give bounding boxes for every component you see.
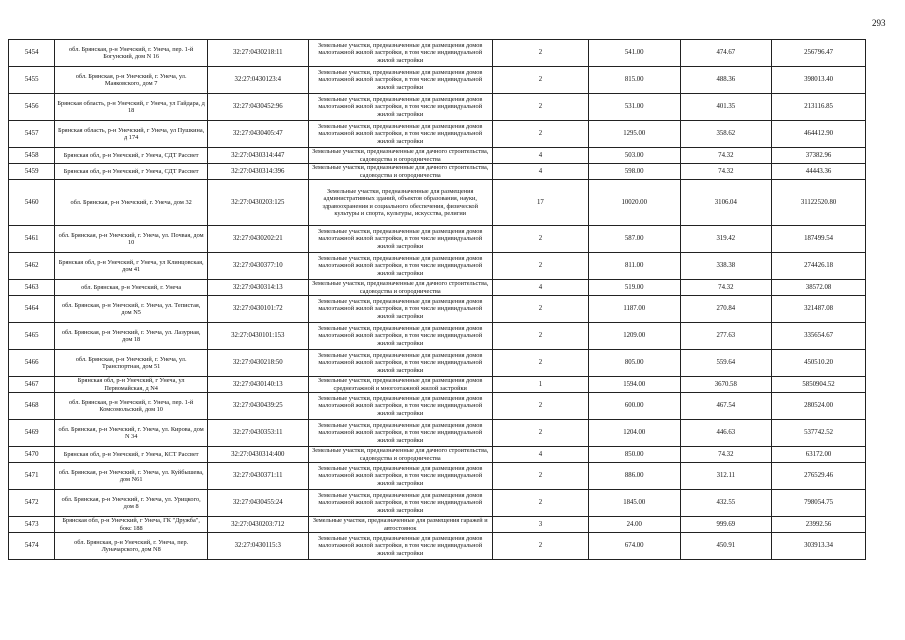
area-cell: 531.00 [588, 94, 680, 121]
cadastral-value-cell: 187499.54 [772, 226, 866, 253]
land-use-cell: Земельные участки, предназначенные для размещения домов малоэтажной жилой застройки, в том числе индивидуальной жилой застройки [308, 323, 492, 350]
unit-value-cell: 446.63 [680, 420, 772, 447]
row-number: 5457 [9, 121, 55, 148]
row-number: 5467 [9, 377, 55, 393]
unit-value-cell: 450.91 [680, 533, 772, 560]
row-number: 5472 [9, 490, 55, 517]
cadastral-value-cell: 335654.67 [772, 323, 866, 350]
land-use-cell: Земельные участки, предназначенные для дачного строительства, садоводства и огородничества [308, 148, 492, 164]
table-row [9, 447, 866, 463]
cadastral-number-cell: 32:27:0430140:13 [207, 377, 308, 393]
cadastral-value-cell: 38572.08 [772, 280, 866, 296]
row-number: 5455 [9, 67, 55, 94]
area-cell: 24.00 [588, 517, 680, 533]
table-row [9, 463, 866, 490]
address-cell: обл. Брянская, р-н Унечский, г. Унеча, пер. Луначарского, дом N8 [55, 533, 208, 560]
cadastral-number-cell: 32:27:0430353:11 [207, 420, 308, 447]
address-cell: Брянская обл, р-н Унечский, г Унеча, ул Клинцовская, дом 41 [55, 253, 208, 280]
cadastral-value-cell: 44443.36 [772, 164, 866, 180]
land-use-cell: Земельные участки, предназначенные для размещения домов малоэтажной жилой застройки, в том числе индивидуальной жилой застройки [308, 296, 492, 323]
area-cell: 1594.00 [588, 377, 680, 393]
unit-value-cell: 467.54 [680, 393, 772, 420]
cadastral-value-cell: 450510.20 [772, 350, 866, 377]
use-class-cell: 2 [492, 323, 588, 350]
land-use-cell: Земельные участки, предназначенные для размещения домов малоэтажной жилой застройки, в том числе индивидуальной жилой застройки [308, 40, 492, 67]
unit-value-cell: 3106.04 [680, 180, 772, 226]
cadastral-number-cell: 32:27:0430314:396 [207, 164, 308, 180]
area-cell: 1209.00 [588, 323, 680, 350]
table-row [9, 533, 866, 560]
address-cell: обл. Брянская, р-н Унечский, г. Унеча, ул. Кирова, дом N 34 [55, 420, 208, 447]
cadastral-value-cell: 23992.56 [772, 517, 866, 533]
land-use-cell: Земельные участки, предназначенные для размещения домов малоэтажной жилой застройки, в том числе индивидуальной жилой застройки [308, 533, 492, 560]
row-number: 5458 [9, 148, 55, 164]
use-class-cell: 4 [492, 447, 588, 463]
table-row [9, 40, 866, 67]
cadastral-number-cell: 32:27:0430203:125 [207, 180, 308, 226]
unit-value-cell: 277.63 [680, 323, 772, 350]
cadastral-value-cell: 537742.52 [772, 420, 866, 447]
table-row [9, 517, 866, 533]
cadastral-value-cell: 37382.96 [772, 148, 866, 164]
address-cell: обл. Брянская, р-н Унечский, г. Унеча, ул. Лазурная, дом 18 [55, 323, 208, 350]
unit-value-cell: 312.11 [680, 463, 772, 490]
land-use-cell: Земельные участки, предназначенные для размещения домов малоэтажной жилой застройки, в том числе индивидуальной жилой застройки [308, 94, 492, 121]
table-row [9, 180, 866, 226]
land-use-cell: Земельные участки, предназначенные для дачного строительства, садоводства и огородничества [308, 164, 492, 180]
land-use-cell: Земельные участки, предназначенные для размещения домов среднеэтажной и многоэтажной жилой застройки [308, 377, 492, 393]
address-cell: Брянская область, р-н Унечский, г Унеча, ул Пушкина, д 174 [55, 121, 208, 148]
address-cell: обл. Брянская, р-н Унечский, г. Унеча [55, 280, 208, 296]
land-use-cell: Земельные участки, предназначенные для размещения административных зданий, объектов образования, науки, здравоохранения и социального обеспечения, физической культуры и спорта, культуры, искусства, религии [308, 180, 492, 226]
address-cell: обл. Брянская, р-н Унечский, г. Унеча, ул. Урицкого, дом 8 [55, 490, 208, 517]
use-class-cell: 2 [492, 533, 588, 560]
table-row [9, 67, 866, 94]
table-row [9, 148, 866, 164]
table-row [9, 377, 866, 393]
area-cell: 886.00 [588, 463, 680, 490]
cadastral-number-cell: 32:27:0430203:712 [207, 517, 308, 533]
cadastral-value-cell: 276529.46 [772, 463, 866, 490]
cadastral-number-cell: 32:27:0430218:50 [207, 350, 308, 377]
cadastral-value-cell: 303913.34 [772, 533, 866, 560]
cadastral-value-cell: 798054.75 [772, 490, 866, 517]
use-class-cell: 2 [492, 393, 588, 420]
row-number: 5459 [9, 164, 55, 180]
row-number: 5462 [9, 253, 55, 280]
address-cell: обл. Брянская, р-н Унечский, г. Унеча, ул. Куйбышева, дом N61 [55, 463, 208, 490]
table-row [9, 121, 866, 148]
land-use-cell: Земельные участки, предназначенные для размещения домов малоэтажной жилой застройки, в том числе индивидуальной жилой застройки [308, 463, 492, 490]
area-cell: 10020.00 [588, 180, 680, 226]
unit-value-cell: 338.38 [680, 253, 772, 280]
unit-value-cell: 999.69 [680, 517, 772, 533]
address-cell: обл. Брянская, р-н Унечский, г. Унеча, ул. Почвая, дом 10 [55, 226, 208, 253]
row-number: 5463 [9, 280, 55, 296]
cadastral-number-cell: 32:27:0430314:447 [207, 148, 308, 164]
land-use-cell: Земельные участки, предназначенные для дачного строительства, садоводства и огородничества [308, 447, 492, 463]
cadastral-value-cell: 256796.47 [772, 40, 866, 67]
cadastral-number-cell: 32:27:0430455:24 [207, 490, 308, 517]
unit-value-cell: 74.32 [680, 447, 772, 463]
row-number: 5473 [9, 517, 55, 533]
row-number: 5454 [9, 40, 55, 67]
address-cell: Брянская обл, р-н Унечский, г Унеча, СДТ Рассвет [55, 148, 208, 164]
area-cell: 1845.00 [588, 490, 680, 517]
row-number: 5471 [9, 463, 55, 490]
table-body [9, 40, 866, 560]
address-cell: обл. Брянская, р-н Унечский, г. Унеча, ул. Тепистая, дом N5 [55, 296, 208, 323]
unit-value-cell: 74.32 [680, 280, 772, 296]
cadastral-number-cell: 32:27:0430371:11 [207, 463, 308, 490]
cadastral-value-cell: 398013.40 [772, 67, 866, 94]
address-cell: Брянская обл, р-н Унечский, г Унеча, ГК "Дружба", бокс 188 [55, 517, 208, 533]
land-use-cell: Земельные участки, предназначенные для размещения домов малоэтажной жилой застройки, в том числе индивидуальной жилой застройки [308, 393, 492, 420]
area-cell: 805.00 [588, 350, 680, 377]
area-cell: 598.00 [588, 164, 680, 180]
unit-value-cell: 74.32 [680, 148, 772, 164]
row-number: 5456 [9, 94, 55, 121]
area-cell: 811.00 [588, 253, 680, 280]
land-use-cell: Земельные участки, предназначенные для размещения домов малоэтажной жилой застройки, в том числе индивидуальной жилой застройки [308, 121, 492, 148]
area-cell: 587.00 [588, 226, 680, 253]
use-class-cell: 2 [492, 420, 588, 447]
use-class-cell: 2 [492, 490, 588, 517]
area-cell: 815.00 [588, 67, 680, 94]
unit-value-cell: 270.84 [680, 296, 772, 323]
address-cell: обл. Брянская, р-н Унечский, г. Унеча, ул. Транспортная, дом 51 [55, 350, 208, 377]
use-class-cell: 2 [492, 463, 588, 490]
cadastral-value-cell: 31122520.80 [772, 180, 866, 226]
row-number: 5460 [9, 180, 55, 226]
use-class-cell: 2 [492, 94, 588, 121]
unit-value-cell: 401.35 [680, 94, 772, 121]
cadastral-number-cell: 32:27:0430405:47 [207, 121, 308, 148]
address-cell: Брянская обл, р-н Унечский, г Унеча, ул Первомайская, д N4 [55, 377, 208, 393]
cadastral-value-cell: 274426.18 [772, 253, 866, 280]
use-class-cell: 17 [492, 180, 588, 226]
use-class-cell: 2 [492, 226, 588, 253]
cadastral-number-cell: 32:27:0430101:153 [207, 323, 308, 350]
area-cell: 850.00 [588, 447, 680, 463]
land-registry-table [8, 39, 866, 560]
table-row [9, 226, 866, 253]
row-number: 5464 [9, 296, 55, 323]
address-cell: обл. Брянская, р-н Унечский, г. Унеча, пер. 1-й Богунский, дом N 16 [55, 40, 208, 67]
unit-value-cell: 474.67 [680, 40, 772, 67]
unit-value-cell: 3670.58 [680, 377, 772, 393]
use-class-cell: 2 [492, 40, 588, 67]
use-class-cell: 4 [492, 280, 588, 296]
unit-value-cell: 559.64 [680, 350, 772, 377]
row-number: 5465 [9, 323, 55, 350]
area-cell: 1187.00 [588, 296, 680, 323]
cadastral-number-cell: 32:27:0430314:400 [207, 447, 308, 463]
land-use-cell: Земельные участки, предназначенные для размещения домов малоэтажной жилой застройки, в том числе индивидуальной жилой застройки [308, 67, 492, 94]
table-row [9, 490, 866, 517]
use-class-cell: 2 [492, 296, 588, 323]
table-row [9, 164, 866, 180]
table-row [9, 253, 866, 280]
area-cell: 674.00 [588, 533, 680, 560]
area-cell: 519.00 [588, 280, 680, 296]
row-number: 5466 [9, 350, 55, 377]
cadastral-value-cell: 280524.00 [772, 393, 866, 420]
use-class-cell: 3 [492, 517, 588, 533]
cadastral-number-cell: 32:27:0430115:3 [207, 533, 308, 560]
cadastral-value-cell: 5850904.52 [772, 377, 866, 393]
land-use-cell: Земельные участки, предназначенные для дачного строительства, садоводства и огородничества [308, 280, 492, 296]
row-number: 5470 [9, 447, 55, 463]
cadastral-value-cell: 321487.08 [772, 296, 866, 323]
address-cell: обл. Брянская, р-н Унечский, г. Унеча, ул. Маяковского, дом 7 [55, 67, 208, 94]
page-number: 293 [872, 18, 886, 28]
cadastral-number-cell: 32:27:0430101:72 [207, 296, 308, 323]
address-cell: Брянская обл, р-н Унечский, г Унеча, СДТ Рассвет [55, 164, 208, 180]
use-class-cell: 2 [492, 121, 588, 148]
land-use-cell: Земельные участки, предназначенные для размещения домов малоэтажной жилой застройки, в том числе индивидуальной жилой застройки [308, 350, 492, 377]
land-use-cell: Земельные участки, предназначенные для размещения домов малоэтажной жилой застройки, в том числе индивидуальной жилой застройки [308, 420, 492, 447]
use-class-cell: 2 [492, 67, 588, 94]
cadastral-number-cell: 32:27:0430202:21 [207, 226, 308, 253]
row-number: 5461 [9, 226, 55, 253]
unit-value-cell: 432.55 [680, 490, 772, 517]
address-cell: Брянская обл, р-н Унечский, г Унеча, КСТ Рассвет [55, 447, 208, 463]
unit-value-cell: 358.62 [680, 121, 772, 148]
area-cell: 541.00 [588, 40, 680, 67]
cadastral-number-cell: 32:27:0430377:10 [207, 253, 308, 280]
land-use-cell: Земельные участки, предназначенные для размещения домов малоэтажной жилой застройки, в том числе индивидуальной жилой застройки [308, 253, 492, 280]
use-class-cell: 2 [492, 350, 588, 377]
address-cell: обл. Брянская, р-н Унечский, г. Унеча, дом 32 [55, 180, 208, 226]
use-class-cell: 4 [492, 148, 588, 164]
cadastral-number-cell: 32:27:0430452:96 [207, 94, 308, 121]
table-row [9, 296, 866, 323]
table-row [9, 393, 866, 420]
row-number: 5469 [9, 420, 55, 447]
area-cell: 600.00 [588, 393, 680, 420]
cadastral-value-cell: 213116.85 [772, 94, 866, 121]
cadastral-number-cell: 32:27:0430123:4 [207, 67, 308, 94]
cadastral-value-cell: 63172.00 [772, 447, 866, 463]
row-number: 5474 [9, 533, 55, 560]
area-cell: 1295.00 [588, 121, 680, 148]
table-row [9, 280, 866, 296]
address-cell: Брянская область, р-н Унечский, г Унеча, ул Гайдара, д 18 [55, 94, 208, 121]
table-row [9, 323, 866, 350]
address-cell: обл. Брянская, р-н Унечский, г. Унеча, пер. 1-й Комсомольский, дом 10 [55, 393, 208, 420]
unit-value-cell: 488.36 [680, 67, 772, 94]
cadastral-number-cell: 32:27:0430218:11 [207, 40, 308, 67]
area-cell: 1204.00 [588, 420, 680, 447]
table-row [9, 94, 866, 121]
area-cell: 503.00 [588, 148, 680, 164]
use-class-cell: 4 [492, 164, 588, 180]
land-use-cell: Земельные участки, предназначенные для размещения домов малоэтажной жилой застройки, в том числе индивидуальной жилой застройки [308, 490, 492, 517]
cadastral-number-cell: 32:27:0430314:13 [207, 280, 308, 296]
unit-value-cell: 74.32 [680, 164, 772, 180]
table-row [9, 420, 866, 447]
row-number: 5468 [9, 393, 55, 420]
table-row [9, 350, 866, 377]
cadastral-value-cell: 464412.90 [772, 121, 866, 148]
land-use-cell: Земельные участки, предназначенные для размещения домов малоэтажной жилой застройки, в том числе индивидуальной жилой застройки [308, 226, 492, 253]
cadastral-number-cell: 32:27:0430439:25 [207, 393, 308, 420]
use-class-cell: 1 [492, 377, 588, 393]
use-class-cell: 2 [492, 253, 588, 280]
unit-value-cell: 319.42 [680, 226, 772, 253]
land-use-cell: Земельные участки, предназначенные для размещения гаражей и автостоянок [308, 517, 492, 533]
